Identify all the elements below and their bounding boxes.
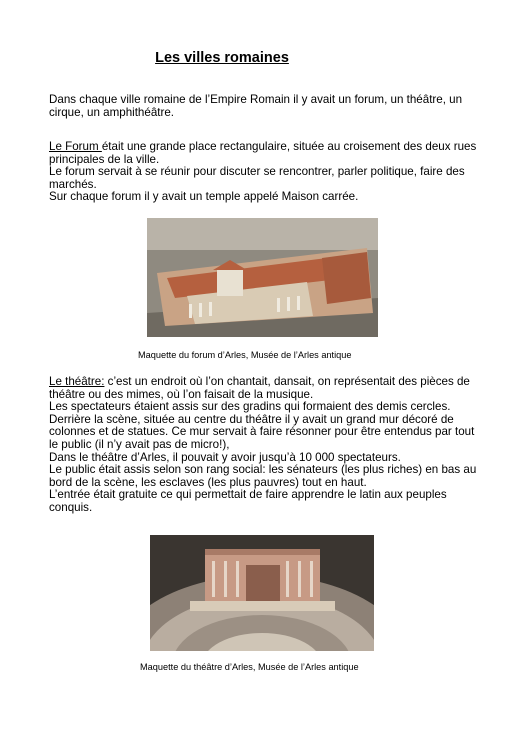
intro-text: Dans chaque ville romaine de l’Empire Romain il y avait un forum, un théâtre, un cirque, un amphithéâtre.	[49, 93, 463, 119]
forum-paragraph	[49, 141, 479, 204]
intro-paragraph	[49, 94, 479, 119]
theatre-line-1-text: c’est un endroit où l’on chantait, dansait, on représentait des pièces de théâtre ou des mimes, où l’on faisait de la musique.	[49, 375, 470, 401]
forum-model-photo	[147, 218, 378, 337]
forum-line-1-text: était une grande place rectangulaire, située au croisement des deux rues principales de la ville.	[49, 140, 477, 166]
theatre-line-2: Les spectateurs étaient assis sur des gradins qui formaient des demis cercles.	[49, 400, 451, 414]
theatre-line-1	[49, 376, 479, 401]
theatre-term: Le théâtre:	[49, 375, 105, 388]
theatre-caption: Maquette du théâtre d’Arles, Musée de l’Arles antique	[140, 662, 359, 672]
theatre-paragraph	[49, 376, 479, 515]
page-title: Les villes romaines	[155, 50, 289, 66]
forum-line-3: Sur chaque forum il y avait un temple appelé Maison carrée.	[49, 190, 359, 204]
theatre-line-3: Derrière la scène, située au centre du théâtre il y avait un grand mur décoré de colonnes et de statues. Ce mur servait à faire résonner pour être entendus par tout le public (il n’y avait pas de micro!),	[49, 412, 475, 451]
theatre-line-4: Dans le théâtre d’Arles, il pouvait y avoir jusqu’à 10 000 spectateurs.	[49, 450, 401, 464]
forum-line-1	[49, 141, 479, 166]
theatre-model-photo	[150, 535, 374, 651]
theatre-line-6: L’entrée était gratuite ce qui permettait de faire apprendre le latin aux peuples conquis.	[49, 488, 447, 514]
forum-term: Le Forum	[49, 140, 102, 153]
forum-line-2: Le forum servait à se réunir pour discuter se rencontrer, parler politique, faire des marchés.	[49, 165, 465, 191]
theatre-line-5: Le public était assis selon son rang social: les sénateurs (les plus riches) en bas au bord de la scène, les esclaves (les plus pauvres) tout en haut.	[49, 463, 477, 489]
forum-caption: Maquette du forum d’Arles, Musée de l’Arles antique	[138, 350, 352, 360]
